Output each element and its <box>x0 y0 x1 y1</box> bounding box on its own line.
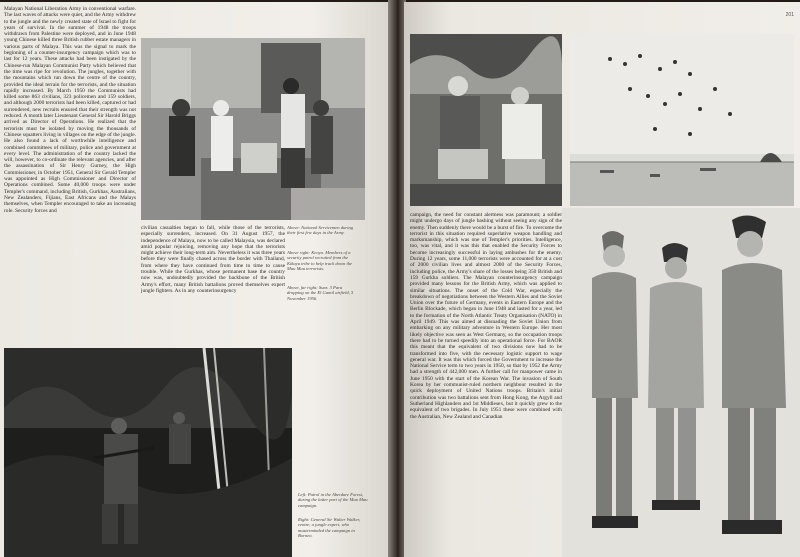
caption-aberdare-patrol: Left: Patrol in the Aberdare Forest, during the latter part of the Mau Mau campaign. <box>298 492 368 508</box>
left-page-column-1 <box>4 6 136 328</box>
photo-national-servicemen <box>141 38 365 220</box>
photo-jungle-patrol <box>4 348 292 557</box>
caption-walter-walker: Right: General Sir Walter Walker, centre, a jungle expert, who masterminded the campaign in Borneo. <box>298 517 361 539</box>
caption-servicemen: Above: National Servicemen during their first few days in the Army. <box>287 225 353 236</box>
caption-kenya-patrol: Above right: Kenya. Members of a security patrol recruited from the Kikuyu tribe to help track down the Mau Mau terrorists. <box>287 250 353 272</box>
left-column-2-text: civilian casualties began to fall, while those of the terrorists, especially surrenders, increased. On 31 August 1957, the independence of Malaya, now to be called Malaysia, was declared amid popular rejoicing, removing any hope that the terrorists might achieve their long-term aim. Nevertheless it was three years before they were finally chased across the border with Thailand, from where they have continued from time to time to cause trouble. While the Gurkhas, whose permanent base the country now was, undoubtedly provided the backbone of the British Army's effort, many British battalions proved themselves expert jungle fighters. As in any counterinsurgency <box>141 225 285 294</box>
photo-general-walker <box>562 208 800 557</box>
left-column-1-text: Malayan National Liberation Army in conventional warfare. The last waves of attacks were quiet, and the Army withdrew to the jungle and the newly created state of Israel to fight for years of survival. In the summer of 1948 the troops withdrawn from Palestine were deployed, and in June 1948 young Chinese killed three British rubber estate managers in various parts of Malaya. This was the signal to mark the beginning of a counter-insurgency campaign which was to last for 12 years. These attacks had been instigated by the Chinese-run Malayan Communist Party which believed that the time was ripe for revolution. The jungles, together with the mountains which run down the centre of the country, provided the ideal terrain for the terrorists, and the situation rapidly increased. By March 1950 the Communists had killed some 863 civilians, 323 policemen and 159 soldiers, and although 2000 terrorists had been killed, captured or had surrendered, new recruits ensured that their strength was not reduced. A month later Lieutenant General Sir Harold Briggs arrived as Director of Operations. He realized that the terrorists must be isolated by moving the thousands of Chinese squatters living in villages on the edge of the jungle. He also found a lack of worthwhile intelligence and combined committees of military, police and government at every level. The administration of the country lacked the will, however, to co-ordinate the relevant agencies, and after the assassination of Sir Henry Gurney, the High Commissioner, in October 1951, General Sir Gerald Templer was appointed as High Commissioner and Director of Operations combined. Some 40,000 troops were under Templer's command, including British, Gurkhas, Australians, New Zealanders, Fijians, East Africans and the Malays themselves, when Templer encouraged to take an increasing role. Security forces and <box>4 6 136 214</box>
right-page <box>404 2 800 557</box>
right-page-column-1 <box>410 212 562 557</box>
page-number: 201 <box>785 12 794 18</box>
right-column-1-text: campaign, the need for constant alertness was paramount; a soldier might undergo days of jungle bashing without seeing any sign of the enemy. Then suddenly there would be a burst of fire. To overcome the terrorist in this situation required superlative weapon handling and marksmanship, which was one of Templer's priorities. Intelligence, too, was vital, and it was this that enabled the Security Forces to become increasingly successful in laying ambushes for the enemy. During 12 years, some 11,000 terrorists were accounted for at a cost of 2000 civilian lives and almost 2000 of the Security Forces, including police, the Army's share of the losses being 350 British and 159 Gurkha soldiers. The Malayan counterinsurgency campaign provided many lessons for the British Army, which was applied to similar situations. The onset of the Cold War, especially the breakdown of negotiations between the Western Allies and the Soviet Union over the future of Germany, events in Eastern Europe and the Berlin Blockade, which began in June 1948 and lasted for a year, led to the formation of the North Atlantic Treaty Organisation (NATO) in April 1949. This was aimed at dissuading the Soviet Union from embarking on any military adventure in Western Europe. Her most likely objective was seen as West Germany, so the occupation troops there had to be turned speedily into an operational force. For BAOR this meant that the equivalent of two divisions now had to be transformed into five, with the necessary logistic support to wage general war. It was this which forced the Government to increase the National Service term to two years in 1950, so that by 1952 the Army had a strength of 442,000 men. A further call for manpower came in June 1950 with the start of the Korean War. The invasion of South Korea by her communist-ruled northern neighbour resulted in the quick deployment of United Nations troops. Britain's initial contribution was two battalions sent from Hong Kong, the Argyll and Sutherland Highlanders and 1st Middlesex, but it quickly grew to the equivalent of two brigades. In July 1951 these were combined with the Australian, New Zealand and Canadian <box>410 212 562 420</box>
photo-kenya-patrol <box>410 34 562 206</box>
caption-suez-para: Above, far right: Suez. 3 Para dropping on the El Gamil airfield, 5 November 1956. <box>287 285 354 301</box>
left-page <box>0 2 390 557</box>
photo-suez-parachute-drop <box>570 34 794 206</box>
left-page-column-2 <box>141 225 285 337</box>
